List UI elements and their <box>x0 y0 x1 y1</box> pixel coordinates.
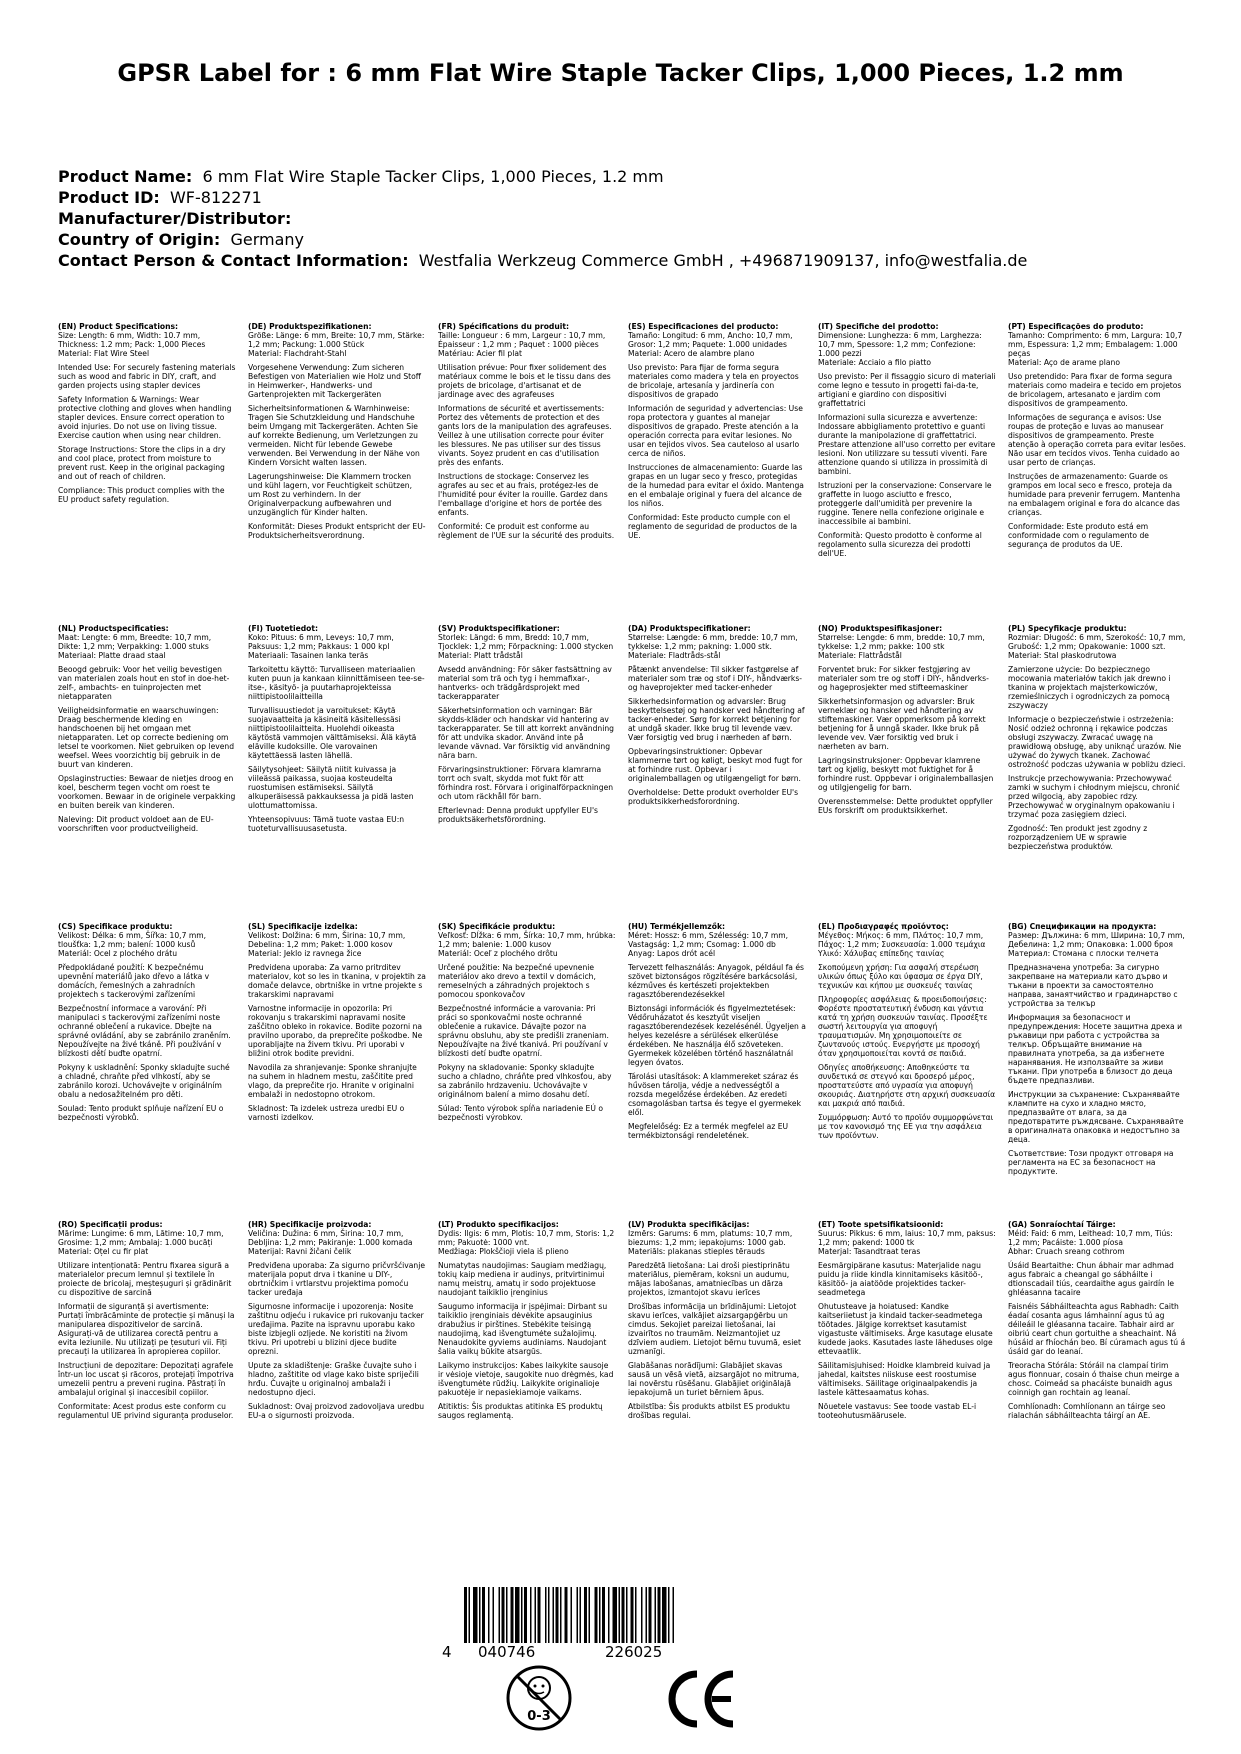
language-paragraph: Turvallisuustiedot ja varoitukset: Käytä suojavaatteita ja käsineitä käsitellessäsi niittipistoolilaitteita. Huolehdi oikeasta käytöstä vammojen välttämiseksi. Älä käytä eläville kudoksille. Ole varovainen käytettäessä lasten lähellä. <box>248 706 417 760</box>
barcode-bar <box>499 1587 501 1643</box>
language-block <box>818 624 996 924</box>
language-paragraph: Größe: Länge: 6 mm, Breite: 10,7 mm, Stärke: 1,2 mm; Packung: 1.000 Stück <box>248 331 425 349</box>
barcode-bar <box>524 1587 527 1643</box>
language-paragraph: Tervezett felhasználás: Anyagok, például fa és szövet biztonságos rögzítésére barkácsolási, kézműves és kertészeti projektekben ragasztóberendezésekkel <box>628 963 804 999</box>
language-paragraph: Atitiktis: Šis produktas atitinka ES produktų saugos reglamentą. <box>438 1402 603 1420</box>
language-paragraph: Vorgesehene Verwendung: Zum sicheren Befestigen von Materialien wie Holz und Stoff in Heimwerker-, Handwerks- und Gartenprojekten mit Tackergeräten <box>248 363 422 399</box>
language-heading: (HU) Termékjellemzők: <box>628 922 726 931</box>
language-heading: (CS) Specifikace produktu: <box>58 922 173 931</box>
language-paragraph: Bezpečnostní informace a varování: Při manipulaci s tackerovými zařízeními noste ochranné oblečení a rukavice. Dbejte na správné ovládání, aby se zabránilo zraněním. Nepoužívejte na živé tkáně. Při používání v blízkosti dětí buďte opatrní. <box>58 1004 231 1058</box>
barcode-bar <box>658 1587 661 1643</box>
language-block <box>628 624 806 924</box>
language-paragraph: Informacje o bezpieczeństwie i ostrzeżenia: Nosić odzież ochronną i rękawice podczas obsługi zszywaczy. Zwracać uwagę na prawidłową obsługę, aby uniknąć urazów. Nie używać do żywych tkanek. Zachować ostrożność podczas używania w pobliżu dzieci. <box>1008 715 1186 769</box>
language-heading: (SV) Produktspecifikationer: <box>438 624 560 633</box>
language-heading: (FI) Tuotetiedot: <box>248 624 319 633</box>
language-paragraph: Medžiaga: Plokščioji viela iš plieno <box>438 1247 569 1256</box>
language-paragraph: Zgodność: Ten produkt jest zgodny z rozporządzeniem UE w sprawie bezpieczeństwa produktów. <box>1008 824 1148 851</box>
barcode-bar <box>649 1587 652 1643</box>
language-paragraph: Laikymo instrukcijos: Kabes laikykite sausoje ir vėsioje vietoje, saugokite nuo drėgmės, kad išvengtumėte rūdžių. Laikykite originalioje pakuotėje ir nepasiekiamoje vaikams. <box>438 1361 614 1397</box>
language-heading: (NO) Produktspesifikasjoner: <box>818 624 943 633</box>
language-paragraph: Material: Aço de arame plano <box>1008 358 1120 367</box>
language-paragraph: Συμμόρφωση: Αυτό το προϊόν συμμορφώνεται με τον κανονισμό της ΕΕ για την ασφάλεια των προϊόντων. <box>818 1113 994 1140</box>
language-paragraph: Materiale: Acciaio a filo piatto <box>818 358 932 367</box>
language-block <box>438 1220 616 1520</box>
language-paragraph: Material: Flat Wire Steel <box>58 349 150 358</box>
ce-mark-icon <box>665 1668 737 1730</box>
language-paragraph: Conformità: Questo prodotto è conforme al regolamento sulla sicurezza dei prodotti dell'UE. <box>818 531 982 558</box>
language-block <box>1008 922 1186 1222</box>
language-paragraph: Numatytas naudojimas: Saugiam medžiagų, tokių kaip medienа ir audinys, pritvirtinimui namų meistrų, amatų ir sodo projektuose naudojant taikiklio įrenginius <box>438 1261 607 1297</box>
barcode-bar <box>565 1587 568 1643</box>
language-heading: (NL) Productspecificaties: <box>58 624 169 633</box>
language-paragraph: Material: Jeklo iz ravnega žice <box>248 949 362 958</box>
language-paragraph: Méid: Faid: 6 mm, Leithead: 10,7 mm, Tiús: 1,2 mm; Pacáiste: 1.000 píosa <box>1008 1229 1173 1247</box>
language-paragraph: Navodila za shranjevanje: Sponke shranjujte na suhem in hladnem mestu, zaščitite pred vlago, da preprečite rjo. Hranite v originalni embalaži in nedostopno otrokom. <box>248 1063 417 1099</box>
info-product-name: Product Name: 6 mm Flat Wire Staple Tacker Clips, 1,000 Pieces, 1.2 mm <box>58 167 664 186</box>
language-paragraph: Koko: Pituus: 6 mm, Leveys: 10,7 mm, Paksuus: 1,2 mm; Pakkaus: 1 000 kpl <box>248 633 394 651</box>
language-paragraph: Anyag: Lapos drót acél <box>628 949 716 958</box>
barcode-bar <box>622 1587 625 1643</box>
language-paragraph: Nõuetele vastavus: See toode vastab EL-i tooteohutusmäärusele. <box>818 1402 977 1420</box>
language-paragraph: Glabāšanas norādījumi: Glabājiet skavas sausā un vēsā vietā, aizsargājot no mitruma, lai novērstu rūsēšanu. Glabājiet oriģinālajā iepakojumā un turiet bērniem āpus. <box>628 1361 800 1397</box>
language-paragraph: Size: Length: 6 mm, Width: 10.7 mm, Thickness: 1.2 mm; Pack: 1,000 Pieces <box>58 331 206 349</box>
language-paragraph: Overholdelse: Dette produkt overholder EU's produktsikkerhedsforordning. <box>628 788 799 806</box>
language-heading: (RO) Specificații produs: <box>58 1220 163 1229</box>
barcode-bar <box>626 1587 628 1643</box>
barcode-bar <box>668 1587 670 1643</box>
info-country: Country of Origin: Germany <box>58 230 304 249</box>
language-heading: (IT) Specifiche del prodotto: <box>818 322 939 331</box>
language-paragraph: Pokyny k uskladnění: Sponky skladujte suché a chladné, chraňte před vlhkostí, aby se zabránilo korozi. Uchovávejte v originálním obalu a nedosažitelném pro děti. <box>58 1063 230 1099</box>
grid-row <box>58 1220 1186 1525</box>
language-block <box>438 322 616 622</box>
language-heading: (EN) Product Specifications: <box>58 322 179 331</box>
language-paragraph: Storlek: Längd: 6 mm, Bredd: 10,7 mm, Tjocklek: 1,2 mm; Förpackning: 1.000 stycken <box>438 633 614 651</box>
language-paragraph: Påtænkt anvendelse: Til sikker fastgørelse af materialer som træ og stof i DIY-, håndværks- og haveprojekter med tacker-enheder <box>628 665 803 692</box>
language-heading: (SL) Specifikacije izdelka: <box>248 922 358 931</box>
language-paragraph: Dimensione: Lunghezza: 6 mm, Larghezza: 10,7 mm, Spessore: 1,2 mm; Confezione: 1.000 pezzi <box>818 331 982 358</box>
language-paragraph: Materiaal: Platte draad staal <box>58 651 166 660</box>
language-paragraph: Úsáid Beartaithe: Chun ábhair mar adhmad agus fabraic a cheangal go sábháilte i dtionscadail tiús, ceardaithe agus gairdín le ghléasanna tacaire <box>1008 1261 1175 1297</box>
language-paragraph: Размер: Дължина: 6 mm, Ширина: 10,7 mm, Дебелина: 1,2 mm; Опаковка: 1.000 броя <box>1008 931 1185 949</box>
language-paragraph: Съответствие: Този продукт отговаря на регламента на ЕС за безопасност на продуктите. <box>1008 1149 1174 1176</box>
language-heading: (ET) Toote spetsifikatsioonid: <box>818 1220 944 1229</box>
language-block <box>248 922 426 1222</box>
product-info <box>58 166 1188 271</box>
barcode-bar <box>641 1587 643 1643</box>
language-paragraph: Informações de segurança e avisos: Use roupas de proteção e luvas ao manusear dispositivos de grampeamento. Preste atenção à operação correta para evitar lesões. Não usar em tecidos vivos. Tenha cuidado ao usar perto de crianças. <box>1008 413 1186 467</box>
language-paragraph: Utilisation prévue: Pour fixer solidement des matériaux comme le bois et le tissu dans des projets de bricolage, d'artisanat et de jardinage avec des agrafeuses <box>438 363 611 399</box>
language-paragraph: Информация за безопасност и предупреждения: Носете защитна дреха и ръкавици при работа с устройства за телкър. Обръщайте внимание на правилната употреба, за да избегнете наранявания. Не използвайте за живи тъкани. При употреба в близост до деца бъдете предпазливи. <box>1008 1013 1183 1085</box>
language-block <box>628 1220 806 1520</box>
language-paragraph: Materiál: Ocel z plochého drátu <box>58 949 178 958</box>
language-paragraph: Størrelse: Lengde: 6 mm, bredde: 10,7 mm, tykkelse: 1,2 mm; pakke: 100 stk <box>818 633 985 651</box>
language-paragraph: Konformität: Dieses Produkt entspricht der EU-Produktsicherheitsverordnung. <box>248 522 426 540</box>
language-block <box>1008 1220 1186 1520</box>
info-contact: Contact Person & Contact Information: Westfalia Werkzeug Commerce GmbH , +496871909137, info@westfalia.de <box>58 251 1028 270</box>
barcode-bar <box>464 1587 467 1643</box>
barcode-bar <box>479 1587 481 1643</box>
language-block <box>58 624 236 924</box>
language-heading: (GA) Sonraíochtaí Táirge: <box>1008 1220 1116 1229</box>
barcode-bar <box>493 1587 495 1643</box>
barcode-bar <box>595 1587 598 1643</box>
language-paragraph: Materiale: Fladtråds-stål <box>628 651 721 660</box>
info-manufacturer: Manufacturer/Distributor: <box>58 209 292 228</box>
language-block <box>438 922 616 1222</box>
language-paragraph: Mărime: Lungime: 6 mm, Lătime: 10,7 mm, Grosime: 1,2 mm; Ambalaj: 1.000 bucăți <box>58 1229 224 1247</box>
barcode-bar <box>608 1587 610 1643</box>
language-paragraph: Yhteensopivuus: Tämä tuote vastaa EU:n tuoteturvallisuusasetusta. <box>248 815 405 833</box>
language-paragraph: Lagerungshinweise: Die Klammern trocken und kühl lagern, vor Feuchtigkeit schützen, um Rost zu verhindern. In der Originalverpackung aufbewahren und unzugänglich für Kinder halten. <box>248 472 412 517</box>
barcode-bar <box>521 1587 523 1643</box>
language-paragraph: Naleving: Dit product voldoet aan de EU-voorschriften voor productveiligheid. <box>58 815 214 833</box>
language-paragraph: Predviđena uporaba: Za sigurno pričvršćivanje materijala poput drva i tkanine u DIY-, obrtničkim i vrtlarstvu projektima pomoću tacker uređaja <box>248 1261 426 1297</box>
language-paragraph: Ábhar: Cruach sreang cothrom <box>1008 1247 1125 1256</box>
language-paragraph: Tamanho: Comprimento: 6 mm, Largura: 10,7 mm, Espessura: 1,2 mm; Embalagem: 1.000 peças <box>1008 331 1183 358</box>
language-paragraph: Upute za skladištenje: Graške čuvajte suho i hladno, zaštitite od vlage kako biste spriječili hrđu. Čuvajte u originalnoj ambalaži i nedostupno djeci. <box>248 1361 419 1397</box>
language-block <box>628 322 806 622</box>
barcode-lead-digit: 4 <box>442 1643 452 1661</box>
language-paragraph: Avsedd användning: För säker fastsättning av material som trä och tyg i hemmafixar-, hantverks- och trädgårdsprojekt med tackerapparater <box>438 665 612 701</box>
language-heading: (ES) Especificaciones del producto: <box>628 322 779 331</box>
language-paragraph: Conformidade: Este produto está em conformidade com o regulamento de segurança de produtos da UE. <box>1008 522 1149 549</box>
language-paragraph: Určené použitie: Na bezpečné upevnenie materiálov ako drevo a textil v domácich, remeselných a záhradných projektoch s pomocou sponkovačov <box>438 963 596 999</box>
language-paragraph: Istruzioni per la conservazione: Conservare le graffette in luogo asciutto e fresco, proteggerle dall'umidità per prevenire la ruggine. Tenere nella confezione originale e inaccessibile ai bambini. <box>818 481 992 526</box>
language-paragraph: Uso pretendido: Para fixar de forma segura materiais como madeira e tecido em projetos de bricolagem, artesanato e jardim com dispositivos de grampeamento. <box>1008 372 1182 408</box>
language-paragraph: Materiāls: plakanas stieples tērauds <box>628 1247 765 1256</box>
language-paragraph: Paredzētā lietošana: Lai droši piestiprinātu materiālus, piemēram, koksni un audumu, mājas labošanas, amatniecības un dārza projektos, izmantojot skavu ierīces <box>628 1261 790 1297</box>
language-paragraph: Υλικό: Χάλυβας επίπεδης ταινίας <box>818 949 945 958</box>
language-paragraph: Tamaño: Longitud: 6 mm, Ancho: 10,7 mm, Grosor: 1,2 mm; Paquete: 1.000 unidades <box>628 331 793 349</box>
language-paragraph: Material: Flachdraht-Stahl <box>248 349 347 358</box>
language-paragraph: Megfelelőség: Ez a termék megfelel az EU termékbiztonsági rendeletének. <box>628 1122 789 1140</box>
barcode-bar <box>589 1587 591 1643</box>
barcode-bar <box>662 1587 667 1643</box>
language-heading: (PT) Especificações do produto: <box>1008 322 1144 331</box>
language-paragraph: Lagringsinstruksjoner: Oppbevar klamrene tørt og kjølig, beskytt mot fuktighet for å forhindre rust. Oppbevar i originalemballasjen og utilgjengelig for barn. <box>818 756 994 792</box>
language-paragraph: Informații de siguranță și avertismente: Purtați îmbrăcăminte de protecție și mănuși la manipularea dispozitivelor de sarcină. Asigurați-vă de utilizarea corectă pentru a evita leziunile. Nu utilizați pe țesuturi vii. Fiți precauți la utilizarea în apropierea copiilor. <box>58 1302 235 1356</box>
language-heading: (EL) Προδιαγραφές προϊόντος: <box>818 922 949 931</box>
language-paragraph: Säilytysohjeet: Säilytä niitit kuivassa ja viileässä paikassa, suojaa kosteudelta ruostumisen estämiseksi. Säilytä alkuperäisessä pakkauksessa ja pidä lasten ulottumattomissa. <box>248 765 414 810</box>
language-paragraph: Conformidad: Este producto cumple con el reglamento de seguridad de productos de la UE. <box>628 513 798 540</box>
barcode-bar <box>571 1587 573 1643</box>
language-block <box>1008 624 1186 924</box>
language-paragraph: Материал: Стомана с плоски телчета <box>1008 949 1159 958</box>
language-paragraph: Treoracha Stórála: Stóráil na clampaí tirim agus fionnuar, cosain ó thaise chun meirge a chosc. Coimeád sa phacáiste bunaidh agus coinnigh gan rochtain ag leanaí. <box>1008 1361 1180 1397</box>
language-paragraph: Instrucciones de almacenamiento: Guarde las grapas en un lugar seco y fresco, protegidas de la humedad para evitar el óxido. Mantenga en el embalaje original y fuera del alcance de los niños. <box>628 463 804 508</box>
language-paragraph: Matériau: Acier fil plat <box>438 349 522 358</box>
language-paragraph: Σκοπούμενη χρήση: Για ασφαλή στερέωση υλικών όπως ξύλο και ύφασμα σε έργα DIY, τεχνικών και κήπου με συσκευές ταινίας <box>818 963 983 990</box>
language-heading: (LT) Produkto specifikacijos: <box>438 1220 559 1229</box>
language-paragraph: Beoogd gebruik: Voor het veilig bevestigen van materialen zoals hout en stof in doe-het-zelf-, ambachts- en tuinprojecten met nietapparaten <box>58 665 230 701</box>
language-paragraph: Μέγεθος: Μήκος: 6 mm, Πλάτος: 10,7 mm, Πάχος: 1,2 mm; Συσκευασία: 1.000 τεμάχια <box>818 931 986 949</box>
age-warning-icon <box>505 1664 573 1732</box>
grid-row <box>58 922 1185 1227</box>
language-paragraph: Izmērs: Garums: 6 mm, platums: 10,7 mm, biezums: 1,2 mm; iepakojums: 1000 gab. <box>628 1229 793 1247</box>
language-block <box>818 1220 996 1520</box>
language-paragraph: Informazioni sulla sicurezza e avvertenze: Indossare abbigliamento protettivo e guanti durante la manipolazione di graffettatrici. Prestare attenzione all'uso corretto per evitare lesioni. Non utilizzare su tessuti viventi. Fare attenzione quando si utilizza in prossimità di bambini. <box>818 413 996 476</box>
barcode-bar <box>584 1587 587 1643</box>
language-paragraph: Предназначена употреба: За сигурно закрепване на материали като дърво и тъкани в проекти за самостоятелно направа, занаятчийство и градинарство с устройства за телкър <box>1008 963 1178 1008</box>
language-paragraph: Intended Use: For securely fastening materials such as wood and fabric in DIY, craft, and garden projects using stapler devices <box>58 363 236 390</box>
language-block <box>248 1220 426 1520</box>
barcode-bar <box>469 1587 471 1643</box>
language-block <box>628 922 806 1222</box>
page-title: GPSR Label for : 6 mm Flat Wire Staple Tacker Clips, 1,000 Pieces, 1.2 mm <box>117 59 1124 87</box>
language-paragraph: Veličina: Dužina: 6 mm, Širina: 10,7 mm, Debljina: 1,2 mm; Pakiranje: 1.000 komada <box>248 1229 413 1247</box>
barcode-bar <box>602 1587 605 1643</box>
language-paragraph: Forventet bruk: For sikker festgjøring av materialer som tre og stoff i DIY-, håndverks- og hageprosjekter med stifteemaskiner <box>818 665 989 692</box>
barcode-right-digits: 226025 <box>605 1643 663 1661</box>
language-block <box>58 322 236 622</box>
language-paragraph: Materiale: Flattrådstål <box>818 651 902 660</box>
barcode-bar <box>560 1587 562 1643</box>
barcode-bar <box>535 1587 537 1643</box>
barcode-bar <box>473 1587 478 1643</box>
language-paragraph: Overensstemmelse: Dette produktet oppfyller EUs forskrift om produktsikkerhet. <box>818 797 993 815</box>
language-paragraph: Tarkoitettu käyttö: Turvalliseen materiaalien kuten puun ja kankaan kiinnittämiseen tee-se-itse-, käsityö- ja puutarhaprojekteissa niittipistoolilaitteilla <box>248 665 425 701</box>
barcode <box>460 1587 740 1645</box>
grid-row <box>58 624 1186 929</box>
language-paragraph: Velikost: Délka: 6 mm, Šířka: 10,7 mm, tloušťka: 1,2 mm; balení: 1000 kusů <box>58 931 207 949</box>
language-paragraph: Størrelse: Længde: 6 mm, bredde: 10,7 mm, tykkelse: 1,2 mm; pakning: 1.000 stk. <box>628 633 798 651</box>
language-heading: (PL) Specyfikacje produktu: <box>1008 624 1127 633</box>
language-paragraph: Säilitamisjuhised: Hoidke klambreid kuivad ja jahedal, kaitstes niiskuse eest roostumise vältimiseks. Säilitage originaalpakendis ja lastele kättesaamatus kohas. <box>818 1361 991 1397</box>
language-block <box>1008 322 1186 622</box>
language-paragraph: Faisnéis Sábháilteachta agus Rabhadh: Caith éadaí cosanta agus lámhainní agus tú ag déileáil le gléasanna tacaire. Tabhair aird ar oibriú ceart chun gortuithe a sheachaint. Ná húsáid ar fhíochán beo. Bí cúramach agus tú á úsáid gar do leanaí. <box>1008 1302 1186 1356</box>
barcode-bar <box>673 1587 675 1643</box>
language-paragraph: Sukladnost: Ovaj proizvod zadovoljava uredbu EU-a o sigurnosti proizvoda. <box>248 1402 425 1420</box>
language-paragraph: Saugumo informacija ir įspėjimai: Dirbant su taikiklio įrenginiais dėvėkite apsauginius drabužius ir pirštines. Stebėkite teisingą naudojimą, kad išvengtumėte sužalojimų. Nenaudokite gyviems audiniams. Naudojant šalia vaikų būkite atsargūs. <box>438 1302 608 1356</box>
barcode-left-digits: 040746 <box>478 1643 536 1661</box>
language-paragraph: Tárolási utasítások: A klammereket száraz és hűvösen tárolja, védje a nedvességtől a rozsda megelőzése érdekében. Az eredeti csomagolásban tartsa és tegye el gyermekek elől. <box>628 1072 801 1117</box>
barcode-bar <box>548 1587 550 1643</box>
barcode-bar <box>556 1587 559 1643</box>
language-paragraph: Opbevaringsinstruktioner: Opbevar klammerne tørt og køligt, beskyt mod fugt for at forhindre rust. Opbevar i originalemballagen og utilgængeligt for børn. <box>628 747 803 783</box>
grid-row <box>58 322 1186 627</box>
language-paragraph: Safety Information & Warnings: Wear protective clothing and gloves when handling stapler devices. Ensure correct operation to avoid injuries. Do not use on living tissue. Exercise caution when using near children. <box>58 395 232 440</box>
barcode-bar <box>506 1587 508 1643</box>
language-paragraph: Atbilstība: Šis produkts atbilst ES produktu drošības regulai. <box>628 1402 790 1420</box>
language-paragraph: Utilizare intenționată: Pentru fixarea sigură a materialelor precum lemnul și textilele în proiecte de bricolaj, meșteșuguri și grădinărit cu dispozitive de sarcină <box>58 1261 232 1297</box>
language-paragraph: Uso previsto: Para fijar de forma segura materiales como madera y tela en proyectos de bricolaje, artesanía y jardinería con dispositivos de grapado <box>628 363 799 399</box>
language-paragraph: Material: Acero de alambre plano <box>628 349 755 358</box>
barcode-bar <box>488 1587 490 1643</box>
language-paragraph: Comhlíonadh: Comhlíonann an táirge seo rialachán sábháilteachta táirgí an AE. <box>1008 1402 1166 1420</box>
language-paragraph: Soulad: Tento produkt splňuje nařízení EU o bezpečnosti výrobků. <box>58 1104 224 1122</box>
language-paragraph: Rozmiar: Długość: 6 mm, Szerokość: 10,7 mm, Grubość: 1,2 mm; Opakowanie: 1000 szt. <box>1008 633 1186 651</box>
language-paragraph: Předpokládané použití: K bezpečnému upevnění materiálů jako dřevo a látka v domácích, řemeslných a zahradních projektech s tackerovými zařízeními <box>58 963 210 999</box>
language-paragraph: Biztonsági információk és figyelmeztetések: Védőruházatot és kesztyűt viseljen ragasztóberendezések kezelésénél. Ügyeljen a helyes kezelésre a sérülések elkerülése érdekében. Ne használja élő szöveteken. Gyermekek közelében történő használatnál legyen óvatos. <box>628 1004 806 1067</box>
language-paragraph: Veiligheidsinformatie en waarschuwingen: Draag beschermende kleding en handschoenen bij het omgaan met nietapparaten. Let op correcte bediening om letsel te voorkomen. Niet gebruiken op levend weefsel. Wees voorzichtig bij gebruik in de buurt van kinderen. <box>58 706 235 769</box>
language-paragraph: Veľkosť: Dĺžka: 6 mm, Šírka: 10,7 mm, hrúbka: 1,2 mm; balenie: 1.000 kusov <box>438 931 616 949</box>
language-block <box>248 322 426 622</box>
language-paragraph: Taille: Longueur : 6 mm, Largeur : 10,7 mm, Épaisseur : 1,2 mm ; Paquet : 1000 pièces <box>438 331 606 349</box>
language-paragraph: Opslaginstructies: Bewaar de nietjes droog en koel, bescherm tegen vocht om roest te voorkomen. Bewaar in de originele verpakking en buiten bereik van kinderen. <box>58 774 236 810</box>
language-paragraph: Materiál: Oceľ z plochého drôtu <box>438 949 558 958</box>
language-paragraph: Materiał: Stal płaskodrutowa <box>1008 651 1117 660</box>
language-block <box>818 922 996 1222</box>
language-paragraph: Instruções de armazenamento: Guarde os grampos em local seco e fresco, proteja da humidade para prevenir ferrugem. Mantenha na embalagem original e fora do alcance das crianças. <box>1008 472 1181 517</box>
language-block <box>818 322 996 622</box>
language-block <box>58 922 236 1222</box>
language-paragraph: Uso previsto: Per il fissaggio sicuro di materiali come legno e tessuto in progetti fai-da-te, artigiani e giardino con dispositivi graffettatrici <box>818 372 996 408</box>
language-heading: (DE) Produktspezifikationen: <box>248 322 372 331</box>
language-heading: (DA) Produktspecifikationer: <box>628 624 751 633</box>
language-paragraph: Materjal: Tasandtraat teras <box>818 1247 921 1256</box>
language-paragraph: Bezpečnostné informácie a varovania: Pri práci so sponkovačmi noste ochranné oblečenie a rukavice. Dávajte pozor na správnu obsluhu, aby ste predišli zraneniam. Nepoužívajte na živé tkanivá. Pri používaní v blízkosti detí buďte opatrní. <box>438 1004 609 1058</box>
language-paragraph: Material: Platt trådstål <box>438 651 523 660</box>
language-paragraph: Compliance: This product complies with the EU product safety regulation. <box>58 486 225 504</box>
language-paragraph: Conformitate: Acest produs este conform cu regulamentul UE privind siguranța produselor. <box>58 1402 234 1420</box>
language-paragraph: Informations de sécurité et avertissements: Portez des vêtements de protection et des gants lors de la manipulation des agrafeuses. Veillez à une utilisation correcte pour éviter les blessures. Ne pas utiliser sur des tissus vivants. Soyez prudent en cas d'utilisation près des enfants. <box>438 404 612 467</box>
language-paragraph: Conformité: Ce produit est conforme au règlement de l'UE sur la sécurité des produits. <box>438 522 615 540</box>
language-paragraph: Instructions de stockage: Conservez les agrafes au sec et au frais, protégez-les de l'humidité pour éviter la rouille. Gardez dans l'emballage d'origine et hors de portée des enfants. <box>438 472 608 517</box>
barcode-bar <box>502 1587 505 1643</box>
language-block <box>248 624 426 924</box>
language-paragraph: Ohutusteave ja hoiatused: Kandke kaitseriietust ja kindaid tacker-seadmetega töötades. Jälgige korrektset kasutamist vigastuste vältimiseks. Ärge kasutage elusate kudede jaoks. Kasutades laste läheduses olge ettevaatlik. <box>818 1302 993 1356</box>
language-paragraph: Varnostne informacije in opozorila: Pri rokovanju s trakarskimi napravami nosite zaščitno obleko in rokavice. Bodite pozorni na pravilno uporabo, da preprečite poškodbe. Ne uporabljajte na živem tkivu. Pri uporabi v bližini otrok bodite previdni. <box>248 1004 423 1058</box>
language-paragraph: Materijal: Ravni žičani čelik <box>248 1247 352 1256</box>
language-heading: (HR) Specifikacije proizvoda: <box>248 1220 372 1229</box>
barcode-bar <box>482 1587 485 1643</box>
language-paragraph: Zamierzone użycie: Do bezpiecznego mocowania materiałów takich jak drewno i tkanina w projektach majsterkowiczów, rzemieślniczych i ogrodniczych za pomocą zszywaczy <box>1008 665 1171 710</box>
barcode-bar <box>530 1587 532 1643</box>
language-paragraph: Sikkerhetsinformasjon og advarsler: Bruk verneklær og hansker ved håndtering av stiftemaskiner. Vær oppmerksom på korrekt betjening for å unngå skader. Ikke bruk på levende vev. Vær forsiktig ved bruk i nærheten av barn. <box>818 697 986 751</box>
language-paragraph: Suurus: Pikkus: 6 mm, laius: 10,7 mm, paksus: 1,2 mm; pakend: 1000 tk <box>818 1229 996 1247</box>
language-paragraph: Instrukcje przechowywania: Przechowywać zamki w suchym i chłodnym miejscu, chronić przed wilgocią, aby zapobiec rdzy. Przechowywać w oryginalnym opakowaniu i trzymać poza zasięgiem dzieci. <box>1008 774 1180 819</box>
barcode-bar <box>515 1587 520 1643</box>
language-paragraph: Velikost: Dolžina: 6 mm, Širina: 10,7 mm, Debelina: 1,2 mm; Paket: 1.000 kosov <box>248 931 406 949</box>
language-paragraph: Súlad: Tento výrobok spĺňa nariadenie EÚ o bezpečnosti výrobkov. <box>438 1104 603 1122</box>
language-paragraph: Sigurnosne informacije i upozorenja: Nosite zaštitnu odjeću i rukavice pri rukovanju tacker uređajima. Pazite na ispravnu uporabu kako biste izbjegli ozljede. Ne koristiti na živom tkivu. Pri upotrebi u blizini djece budite oprezni. <box>248 1302 424 1356</box>
language-block <box>438 624 616 924</box>
barcode-bar <box>631 1587 634 1643</box>
barcode-bar <box>577 1587 579 1643</box>
age-label: 0-3 <box>527 1709 551 1724</box>
language-paragraph: Storage Instructions: Store the clips in a dry and cool place, protect from moisture to prevent rust. Keep in the original packaging and out of reach of children. <box>58 445 226 481</box>
language-paragraph: Pokyny na skladovanie: Sponky skladujte suchо a chladno, chráňte pred vlhkosťou, aby sa zabránilo hrdzaveniu. Uchovávajte v originálnom balení a mimo dosahu detí. <box>438 1063 612 1099</box>
barcode-bar <box>538 1587 541 1643</box>
language-paragraph: Skladnost: Ta izdelek ustreza uredbi EU o varnosti izdelkov. <box>248 1104 405 1122</box>
language-paragraph: Drošības informācija un brīdinājumi: Lietojot skavu ierīces, valkājiet aizsargapģērbu un cimdus. Sekojiet pareizai lietošanai, lai izvairītos no traumām. Neizmantojiet uz dzīviem audiem. Lietojot bērnu tuvumā, esiet uzmanīgi. <box>628 1302 801 1356</box>
language-paragraph: Predvidena uporaba: Za varno pritrditev materialov, kot so les in tkanina, v projektih za domače delavce, obrtniške in vrtne projekte s trakarskimi napravami <box>248 963 426 999</box>
barcode-bar <box>635 1587 637 1643</box>
language-paragraph: Sikkerhedsinformation og advarsler: Brug beskyttelsestøj og handsker ved håndtering af tacker-enheder. Sørg for korrekt betjening for at undgå skader. Ikke brug til levende væv. Vær forsigtig ved brug i nærheden af børn. <box>628 697 805 742</box>
language-paragraph: Förvaringsinstruktioner: Förvara klamrarna torrt och svalt, skydda mot fukt för att förhindra rost. Förvara i originalförpackningen och utom räckhåll för barn. <box>438 765 614 801</box>
language-block <box>58 1220 236 1520</box>
language-paragraph: Méret: Hossz: 6 mm, Szélesség: 10,7 mm, Vastagság: 1,2 mm; Csomag: 1.000 db <box>628 931 789 949</box>
language-paragraph: Efterlevnad: Denna produkt uppfyller EU's produktsäkerhetsförordning. <box>438 806 599 824</box>
language-paragraph: Maat: Lengte: 6 mm, Breedte: 10,7 mm, Dikte: 1,2 mm; Verpakking: 1.000 stuks <box>58 633 212 651</box>
language-heading: (FR) Spécifications du produit: <box>438 322 570 331</box>
language-paragraph: Material: Oțel cu fir plat <box>58 1247 149 1256</box>
barcode-bar <box>599 1587 601 1643</box>
language-paragraph: Materiaali: Tasainen lanka teräs <box>248 651 369 660</box>
barcode-bar <box>619 1587 621 1643</box>
barcode-bar <box>553 1587 555 1643</box>
language-paragraph: Información de seguridad y advertencias: Use ropa protectora y guantes al manejar dispositivos de grapado. Preste atención a la operación correcta para evitar lesiones. No usar en tejidos vivos. Sea cauteloso al usarlo cerca de niños. <box>628 404 803 458</box>
language-paragraph: Eesmärgipärane kasutus: Materjalide nagu puidu ja riide kindla kinnitamiseks käsitöö-, käsitöö- ja aiatööde projektides tacker-seadmetega <box>818 1261 983 1297</box>
language-paragraph: Sicherheitsinformationen & Warnhinweise: Tragen Sie Schutzkleidung und Handschuhe beim Umgang mit Tackergeräten. Achten Sie auf korrekte Bedienung, um Verletzungen zu vermeiden. Nicht für lebende Gewebe verwenden. Bei Verwendung in der Nähe von Kindern Vorsicht walten lassen. <box>248 404 420 467</box>
language-paragraph: Dydis: Ilgis: 6 mm, Plotis: 10,7 mm, Storis: 1,2 mm; Pakuotė: 1000 vnt. <box>438 1229 615 1247</box>
language-paragraph: Instrucțiuni de depozitare: Depozitați agrafele într-un loc uscat și răcoros, protejați împotriva umezelii pentru a preveni rugina. Păstrați în ambalajul original și inaccesibil copiilor. <box>58 1361 234 1397</box>
language-paragraph: Οδηγίες αποθήκευσης: Αποθηκεύστε τα συνδετικά σε στεγνό και δροσερό μέρος, προστατεύστε από υγρασία για αποφυγή σκουριάς. Διατηρήστε στη αρχική συσκευασία και μακριά από παιδιά. <box>818 1063 996 1108</box>
barcode-bar <box>511 1587 514 1643</box>
language-paragraph: Πληροφορίες ασφάλειας & προειδοποιήσεις: Φορέστε προστατευτική ένδυση και γάντια κατά τη χρήση συσκευών ταινίας. Προσέξτε σωστή λειτουργία για αποφυγή τραυματισμών. Μη χρησιμοποιείτε σε ζωντανούς ιστούς. Ενεργήστε με προσοχή όταν χρησιμοποιείται κοντά σε παιδιά. <box>818 995 988 1058</box>
barcode-bar <box>580 1587 582 1643</box>
barcode-bar <box>655 1587 657 1643</box>
language-paragraph: Инструкции за съхранение: Съхранявайте клампите на сухо и хладно място, предпазвайте от влага, за да предотвратите ръждясване. Съхранявайте в оригиналната опаковка и недостъпно за деца. <box>1008 1090 1184 1144</box>
barcode-bar <box>646 1587 648 1643</box>
barcode-bar <box>613 1587 618 1643</box>
language-heading: (LV) Produkta specifikācijas: <box>628 1220 750 1229</box>
info-product-id: Product ID: WF-812271 <box>58 188 262 207</box>
language-paragraph: Säkerhetsinformation och varningar: Bär skydds-kläder och handskar vid hantering av tackerapparater. Se till att korrekt användning för att undvika skador. Använd inte på levande vävnad. Var försiktig vid användning nära barn. <box>438 706 614 760</box>
language-heading: (BG) Спецификации на продукта: <box>1008 922 1157 931</box>
language-heading: (SK) Špecifikácie produktu: <box>438 922 556 931</box>
barcode-bar <box>545 1587 547 1643</box>
